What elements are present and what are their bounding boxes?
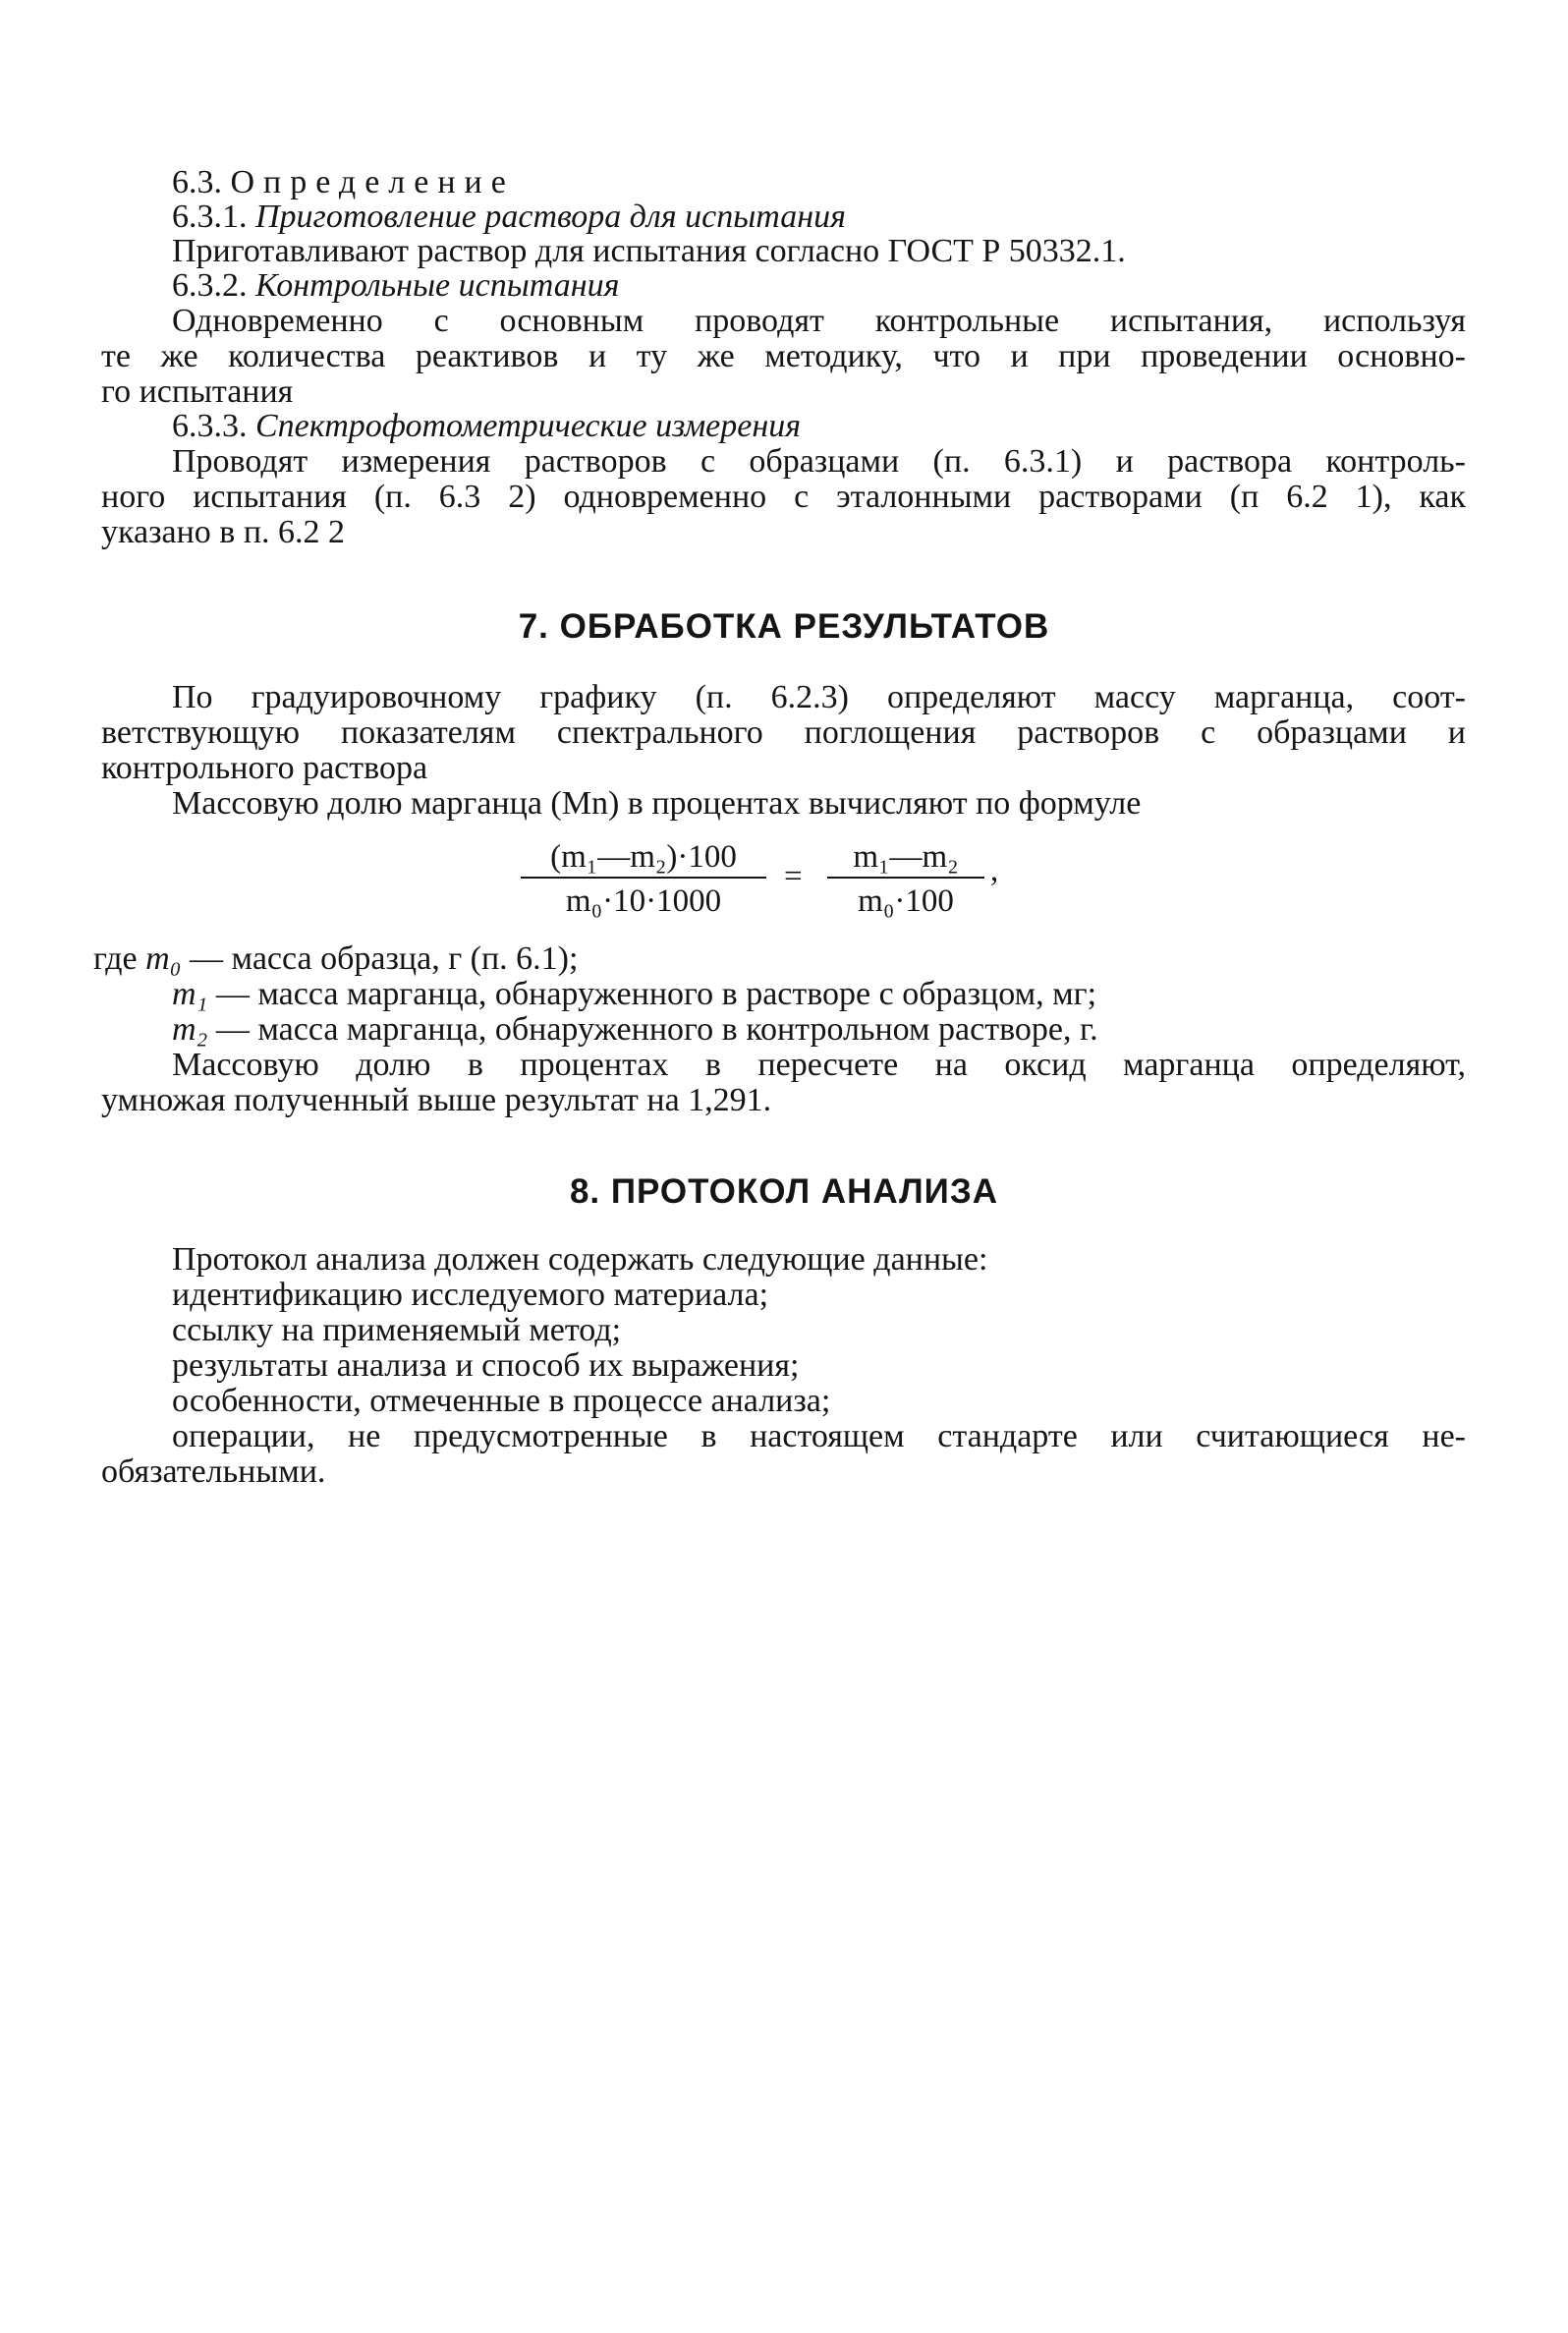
section-7-heading: 7. ОБРАБОТКА РЕЗУЛЬТАТОВ bbox=[518, 607, 1050, 646]
section-6-3-title bbox=[172, 165, 515, 200]
paragraph-line: Одновременно с основным проводят контрольные испытания, используя bbox=[172, 303, 1466, 339]
where-item bbox=[93, 941, 578, 977]
section-number: 6.3. bbox=[172, 164, 222, 200]
where-item bbox=[172, 977, 1096, 1012]
formula bbox=[521, 837, 1012, 932]
list-item: обязательными. bbox=[101, 1453, 326, 1490]
paragraph-line: умножая полученный выше результат на 1,291. bbox=[101, 1082, 772, 1118]
rhs-fraction bbox=[827, 837, 984, 922]
symbol: m₀ bbox=[145, 940, 182, 977]
paragraph-line: Массовую долю в процентах в пересчете на оксид марганца определяют, bbox=[172, 1047, 1466, 1083]
subsection-6-3-3-title bbox=[172, 409, 801, 444]
subsection-6-3-1-title bbox=[172, 199, 846, 235]
where-item bbox=[172, 1012, 1098, 1048]
lhs-numerator: (m₁—m₂)·100 bbox=[521, 837, 766, 879]
definition: — масса образца, г (п. 6.1); bbox=[190, 940, 579, 977]
rhs-numerator: m₁—m₂ bbox=[827, 837, 984, 879]
equals-sign: = bbox=[784, 859, 803, 894]
subsection-title: Контрольные испытания bbox=[255, 267, 620, 304]
list-item: операции, не предусмотренные в настоящем стандарте или считающиеся не- bbox=[172, 1418, 1466, 1454]
paragraph-line: ного испытания (п. 6.3 2) одновременно с эталонными растворами (п 6.2 1), как bbox=[101, 479, 1466, 515]
list-item: особенности, отмеченные в процессе анализа; bbox=[172, 1383, 831, 1419]
paragraph-line: Проводят измерения растворов с образцами (п. 6.3.1) и раствора контроль- bbox=[172, 443, 1466, 480]
subsection-number: 6.3.3. bbox=[172, 408, 248, 444]
definition: — масса марганца, обнаруженного в контрольном растворе, г. bbox=[215, 1011, 1098, 1048]
section-8-heading: 8. ПРОТОКОЛ АНАЛИЗА bbox=[569, 1172, 999, 1211]
paragraph-line: Протокол анализа должен содержать следующие данные: bbox=[172, 1241, 988, 1278]
subsection-title: Спектрофотометрические измерения bbox=[255, 408, 802, 444]
paragraph-line: Массовую долю марганца (Mn) в процентах вычисляют по формуле bbox=[172, 785, 1142, 822]
paragraph-line: те же количества реактивов и ту же методику, что и при проведении основно- bbox=[101, 338, 1466, 374]
paragraph-line: го испытания bbox=[101, 373, 294, 410]
symbol: m₂ bbox=[172, 1011, 208, 1048]
paragraph-line: контрольного раствора bbox=[101, 750, 428, 786]
lhs-fraction bbox=[521, 837, 766, 922]
paragraph-line: указано в п. 6.2 2 bbox=[101, 514, 346, 550]
where-prefix: где bbox=[93, 940, 138, 977]
lhs-denominator: m₀·10·1000 bbox=[565, 883, 722, 919]
subsection-title: Приготовление раствора для испытания bbox=[255, 199, 846, 235]
definition: — масса марганца, обнаруженного в растворе с образцом, мг; bbox=[215, 976, 1097, 1012]
subsection-number: 6.3.2. bbox=[172, 267, 248, 304]
subsection-6-3-1-text: Приготавливают раствор для испытания согласно ГОСТ Р 50332.1. bbox=[172, 233, 1126, 269]
section-title: Определение bbox=[230, 164, 515, 200]
rhs-denominator: m₀·100 bbox=[858, 883, 954, 919]
list-item: идентификацию исследуемого материала; bbox=[172, 1277, 769, 1313]
paragraph-line: ветствующую показателям спектрального поглощения растворов с образцами и bbox=[101, 714, 1466, 751]
symbol: m₁ bbox=[172, 976, 208, 1012]
list-item: результаты анализа и способ их выражения; bbox=[172, 1347, 800, 1384]
subsection-number: 6.3.1. bbox=[172, 199, 248, 235]
list-item: ссылку на применяемый метод; bbox=[172, 1312, 622, 1348]
subsection-6-3-2-title bbox=[172, 268, 619, 304]
formula-comma: , bbox=[990, 853, 999, 888]
paragraph-line: По градуировочному графику (п. 6.2.3) определяют массу марганца, соот- bbox=[172, 679, 1466, 715]
